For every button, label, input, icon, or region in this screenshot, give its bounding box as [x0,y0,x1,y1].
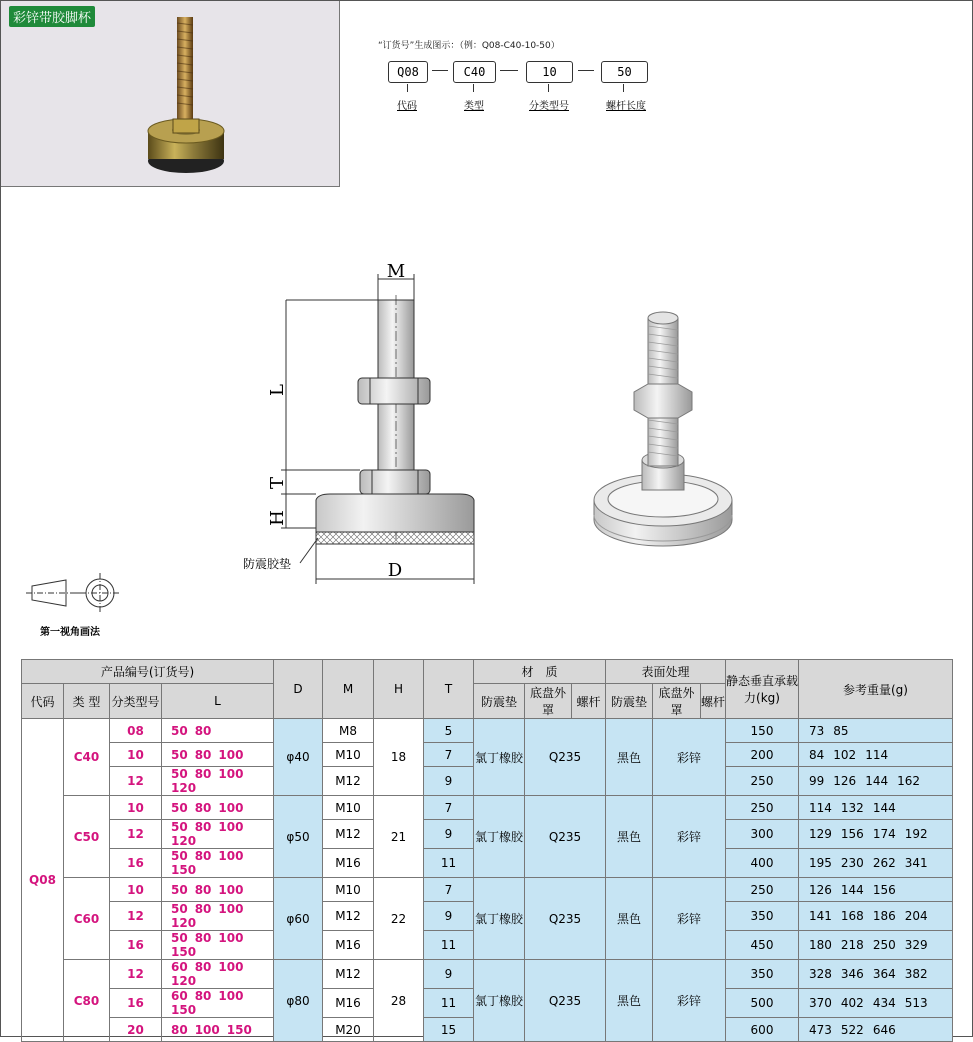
cell-weight [799,960,953,989]
cell-load: 500 [726,989,799,1018]
weight-value: 126 [809,882,832,897]
l-value: 120 [171,916,197,930]
cell-l [162,820,274,849]
cell-m: M8 [323,719,374,743]
dim-m-label: M [386,261,406,282]
weight-value: 85 [833,723,849,738]
l-value: 120 [171,974,197,988]
pad-label: 防震胶垫 [243,557,292,571]
spec-table-body [22,719,953,1042]
header-mat-screw: 螺杆 [572,684,606,719]
cell-l [162,796,274,820]
cell-surf-black: 黑色 [606,960,653,1042]
l-value: 60 [171,989,188,1003]
l-value: 80 [171,1022,188,1037]
weight-value: 156 [872,882,896,897]
cell-sub: 10 [110,878,162,902]
l-value: 50 [171,747,188,762]
cell-weight [799,849,953,878]
cell-surf-zinc: 彩锌 [653,878,726,960]
cell-d: φ60 [274,878,323,960]
header-l: L [162,684,274,719]
first-angle-label: 第一视角画法 [40,627,100,638]
weight-value: 73 [809,723,825,738]
cell-sub: 10 [110,743,162,767]
header-surf-screw: 螺杆 [701,684,726,719]
cell-sub: 16 [110,931,162,960]
cell-t: 9 [424,767,474,796]
cell-mat-steel: Q235 [525,960,606,1042]
cell-sub: 08 [110,719,162,743]
l-value: 150 [171,863,197,877]
weight-value: 180 [809,938,832,952]
cell-mat-steel: Q235 [525,719,606,796]
weight-value: 329 [904,938,928,952]
table-row [22,796,953,820]
cell-l [162,878,274,902]
cell-mat-pad: 氯丁橡胶 [474,960,525,1042]
cell-t: 5 [424,719,474,743]
header-surface: 表面处理 [606,660,726,684]
cell-sub: 16 [110,989,162,1018]
weight-value: 102 [833,747,857,762]
cell-type: C50 [64,796,110,878]
l-value: 100 [194,1022,220,1037]
l-value: 100 [218,931,244,945]
cell-type: C40 [64,719,110,796]
l-value: 100 [218,902,244,916]
header-type: 类 型 [64,684,110,719]
weight-value: 382 [904,967,928,981]
cell-weight [799,719,953,743]
weight-value: 144 [865,774,889,788]
header-mat-pad: 防震垫 [474,684,525,719]
cell-l [162,719,274,743]
side-view [281,274,474,584]
weight-value: 250 [872,938,896,952]
header-mat-cover: 底盘外罩 [525,684,572,719]
cell-sub: 10 [110,796,162,820]
weight-value: 174 [872,827,896,841]
header-material: 材 质 [474,660,606,684]
cell-code: Q08 [22,719,64,1042]
l-value: 50 [171,800,188,815]
cell-load: 250 [726,796,799,820]
weight-value: 370 [809,996,832,1010]
weight-value: 162 [897,774,920,788]
cell-m: M16 [323,931,374,960]
cell-sub: 16 [110,849,162,878]
weight-value: 364 [872,967,896,981]
cell-surf-zinc: 彩锌 [653,796,726,878]
weight-value: 144 [840,882,864,897]
cell-l [162,743,274,767]
cell-weight [799,796,953,820]
l-value: 60 [171,960,188,974]
projection-symbol [26,573,120,613]
l-value: 50 [171,849,188,863]
order-code-label-1: 代码 [397,101,417,112]
weight-value: 434 [872,996,896,1010]
l-value: 80 [194,882,212,897]
cell-weight [799,989,953,1018]
weight-value: 129 [809,827,832,841]
cell-m: M12 [323,767,374,796]
order-code-box-4: 50 [601,61,648,83]
cell-weight [799,931,953,960]
dim-l-label: L [267,384,288,396]
table-row [22,878,953,902]
dim-h-label: H [267,510,288,526]
cell-load: 350 [726,960,799,989]
cell-load: 200 [726,743,799,767]
cell-t: 9 [424,902,474,931]
l-value: 80 [194,849,212,863]
weight-value: 204 [904,909,928,923]
cell-l [162,767,274,796]
cell-sub: 12 [110,820,162,849]
weight-value: 230 [840,856,864,870]
l-value: 100 [218,800,244,815]
order-code-label-4: 螺杆长度 [606,101,646,112]
l-value: 80 [194,767,212,781]
cell-load: 250 [726,878,799,902]
l-value: 100 [218,767,244,781]
l-value: 80 [194,960,212,974]
cell-t: 11 [424,989,474,1018]
cell-m: M16 [323,849,374,878]
cell-m: M10 [323,743,374,767]
cell-m: M12 [323,960,374,989]
cell-m: M10 [323,796,374,820]
l-value: 150 [171,1003,197,1017]
weight-value: 132 [840,800,864,815]
cell-surf-zinc: 彩锌 [653,719,726,796]
cell-load: 150 [726,719,799,743]
cell-t: 7 [424,878,474,902]
weight-value: 218 [840,938,864,952]
spec-table [21,659,953,1042]
cell-d: φ40 [274,719,323,796]
cell-h: 22 [374,878,424,960]
cell-load: 250 [726,767,799,796]
order-code-label-3: 分类型号 [529,101,569,112]
cell-m: M12 [323,820,374,849]
weight-value: 195 [809,856,832,870]
cell-sub: 12 [110,767,162,796]
cell-weight [799,820,953,849]
product-title-badge: 彩锌带胶脚杯 [9,6,95,27]
weight-value: 126 [833,774,857,788]
cell-t: 7 [424,743,474,767]
l-value: 50 [171,882,188,897]
cell-m: M20 [323,1018,374,1042]
cell-t: 11 [424,849,474,878]
cell-load: 400 [726,849,799,878]
cell-d: φ50 [274,796,323,878]
table-row [22,960,953,989]
header-load: 静态垂直承载力(kg) [726,660,799,719]
l-value: 80 [194,902,212,916]
header-weight: 参考重量(g) [799,660,953,719]
weight-value: 513 [904,996,928,1010]
l-value: 150 [171,945,197,959]
cell-weight [799,767,953,796]
l-value: 100 [218,960,244,974]
l-value: 80 [194,747,212,762]
cell-t: 7 [424,796,474,820]
cell-t: 9 [424,820,474,849]
cell-t: 9 [424,960,474,989]
iso-view [594,312,732,546]
cell-weight [799,1018,953,1042]
l-value: 100 [218,882,244,897]
cell-load: 350 [726,902,799,931]
cell-d: φ80 [274,960,323,1042]
l-value: 50 [171,902,188,916]
cell-load: 600 [726,1018,799,1042]
cell-type: C80 [64,960,110,1042]
weight-value: 473 [809,1022,832,1037]
cell-h: 28 [374,960,424,1042]
weight-value: 262 [872,856,896,870]
weight-value: 99 [809,774,825,788]
weight-value: 168 [840,909,864,923]
cell-l [162,989,274,1018]
l-value: 80 [194,989,212,1003]
cell-l [162,1018,274,1042]
cell-surf-black: 黑色 [606,796,653,878]
cell-type: C60 [64,878,110,960]
weight-value: 114 [865,747,889,762]
cell-h: 18 [374,719,424,796]
cell-l [162,849,274,878]
l-value: 50 [171,767,188,781]
cell-m: M12 [323,902,374,931]
weight-value: 114 [809,800,832,815]
weight-value: 346 [840,967,864,981]
cell-l [162,960,274,989]
header-code: 代码 [22,684,64,719]
weight-value: 522 [840,1022,864,1037]
header-surf-cover: 底盘外罩 [653,684,701,719]
weight-value: 341 [904,856,928,870]
order-code-box-2: C40 [453,61,496,83]
cell-weight [799,878,953,902]
cell-load: 450 [726,931,799,960]
cell-surf-black: 黑色 [606,719,653,796]
cell-mat-pad: 氯丁橡胶 [474,719,525,796]
weight-value: 646 [872,1022,896,1037]
l-value: 100 [218,747,244,762]
header-sub: 分类型号 [110,684,162,719]
l-value: 150 [226,1022,252,1037]
cell-load: 300 [726,820,799,849]
weight-value: 192 [904,827,928,841]
order-code-box-1: Q08 [388,61,428,83]
cell-mat-pad: 氯丁橡胶 [474,878,525,960]
dim-t-label: T [267,476,288,490]
header-product: 产品编号(订货号) [22,660,274,684]
l-value: 80 [194,800,212,815]
l-value: 100 [218,849,244,863]
cell-l [162,902,274,931]
l-value: 120 [171,781,197,795]
weight-value: 402 [840,996,864,1010]
cell-t: 15 [424,1018,474,1042]
dim-d-label: D [387,560,403,581]
weight-value: 141 [809,909,832,923]
l-value: 50 [171,931,188,945]
l-value: 80 [194,931,212,945]
order-code-caption: “订货号”生成图示：（例：Q08-C40-10-50） [378,41,560,51]
cell-m: M10 [323,878,374,902]
cell-weight [799,743,953,767]
l-value: 80 [194,723,212,738]
table-row [22,719,953,743]
cell-weight [799,902,953,931]
l-value: 50 [171,723,188,738]
header-m: M [323,660,374,719]
l-value: 100 [218,820,244,834]
cell-sub: 12 [110,902,162,931]
weight-value: 156 [840,827,864,841]
cell-mat-steel: Q235 [525,878,606,960]
l-value: 100 [218,989,244,1003]
l-value: 50 [171,820,188,834]
header-h: H [374,660,424,719]
cell-t: 11 [424,931,474,960]
header-t: T [424,660,474,719]
cell-mat-steel: Q235 [525,796,606,878]
cell-l [162,931,274,960]
order-code-box-3: 10 [526,61,573,83]
cell-surf-zinc: 彩锌 [653,960,726,1042]
weight-value: 84 [809,747,825,762]
weight-value: 186 [872,909,896,923]
cell-sub: 12 [110,960,162,989]
weight-value: 144 [872,800,896,815]
cell-surf-black: 黑色 [606,878,653,960]
l-value: 80 [194,820,212,834]
l-value: 120 [171,834,197,848]
header-surf-pad: 防震垫 [606,684,653,719]
cell-mat-pad: 氯丁橡胶 [474,796,525,878]
cell-sub: 20 [110,1018,162,1042]
weight-value: 328 [809,967,832,981]
cell-m: M16 [323,989,374,1018]
cell-h: 21 [374,796,424,878]
order-code-label-2: 类型 [464,101,484,112]
header-d: D [274,660,323,719]
